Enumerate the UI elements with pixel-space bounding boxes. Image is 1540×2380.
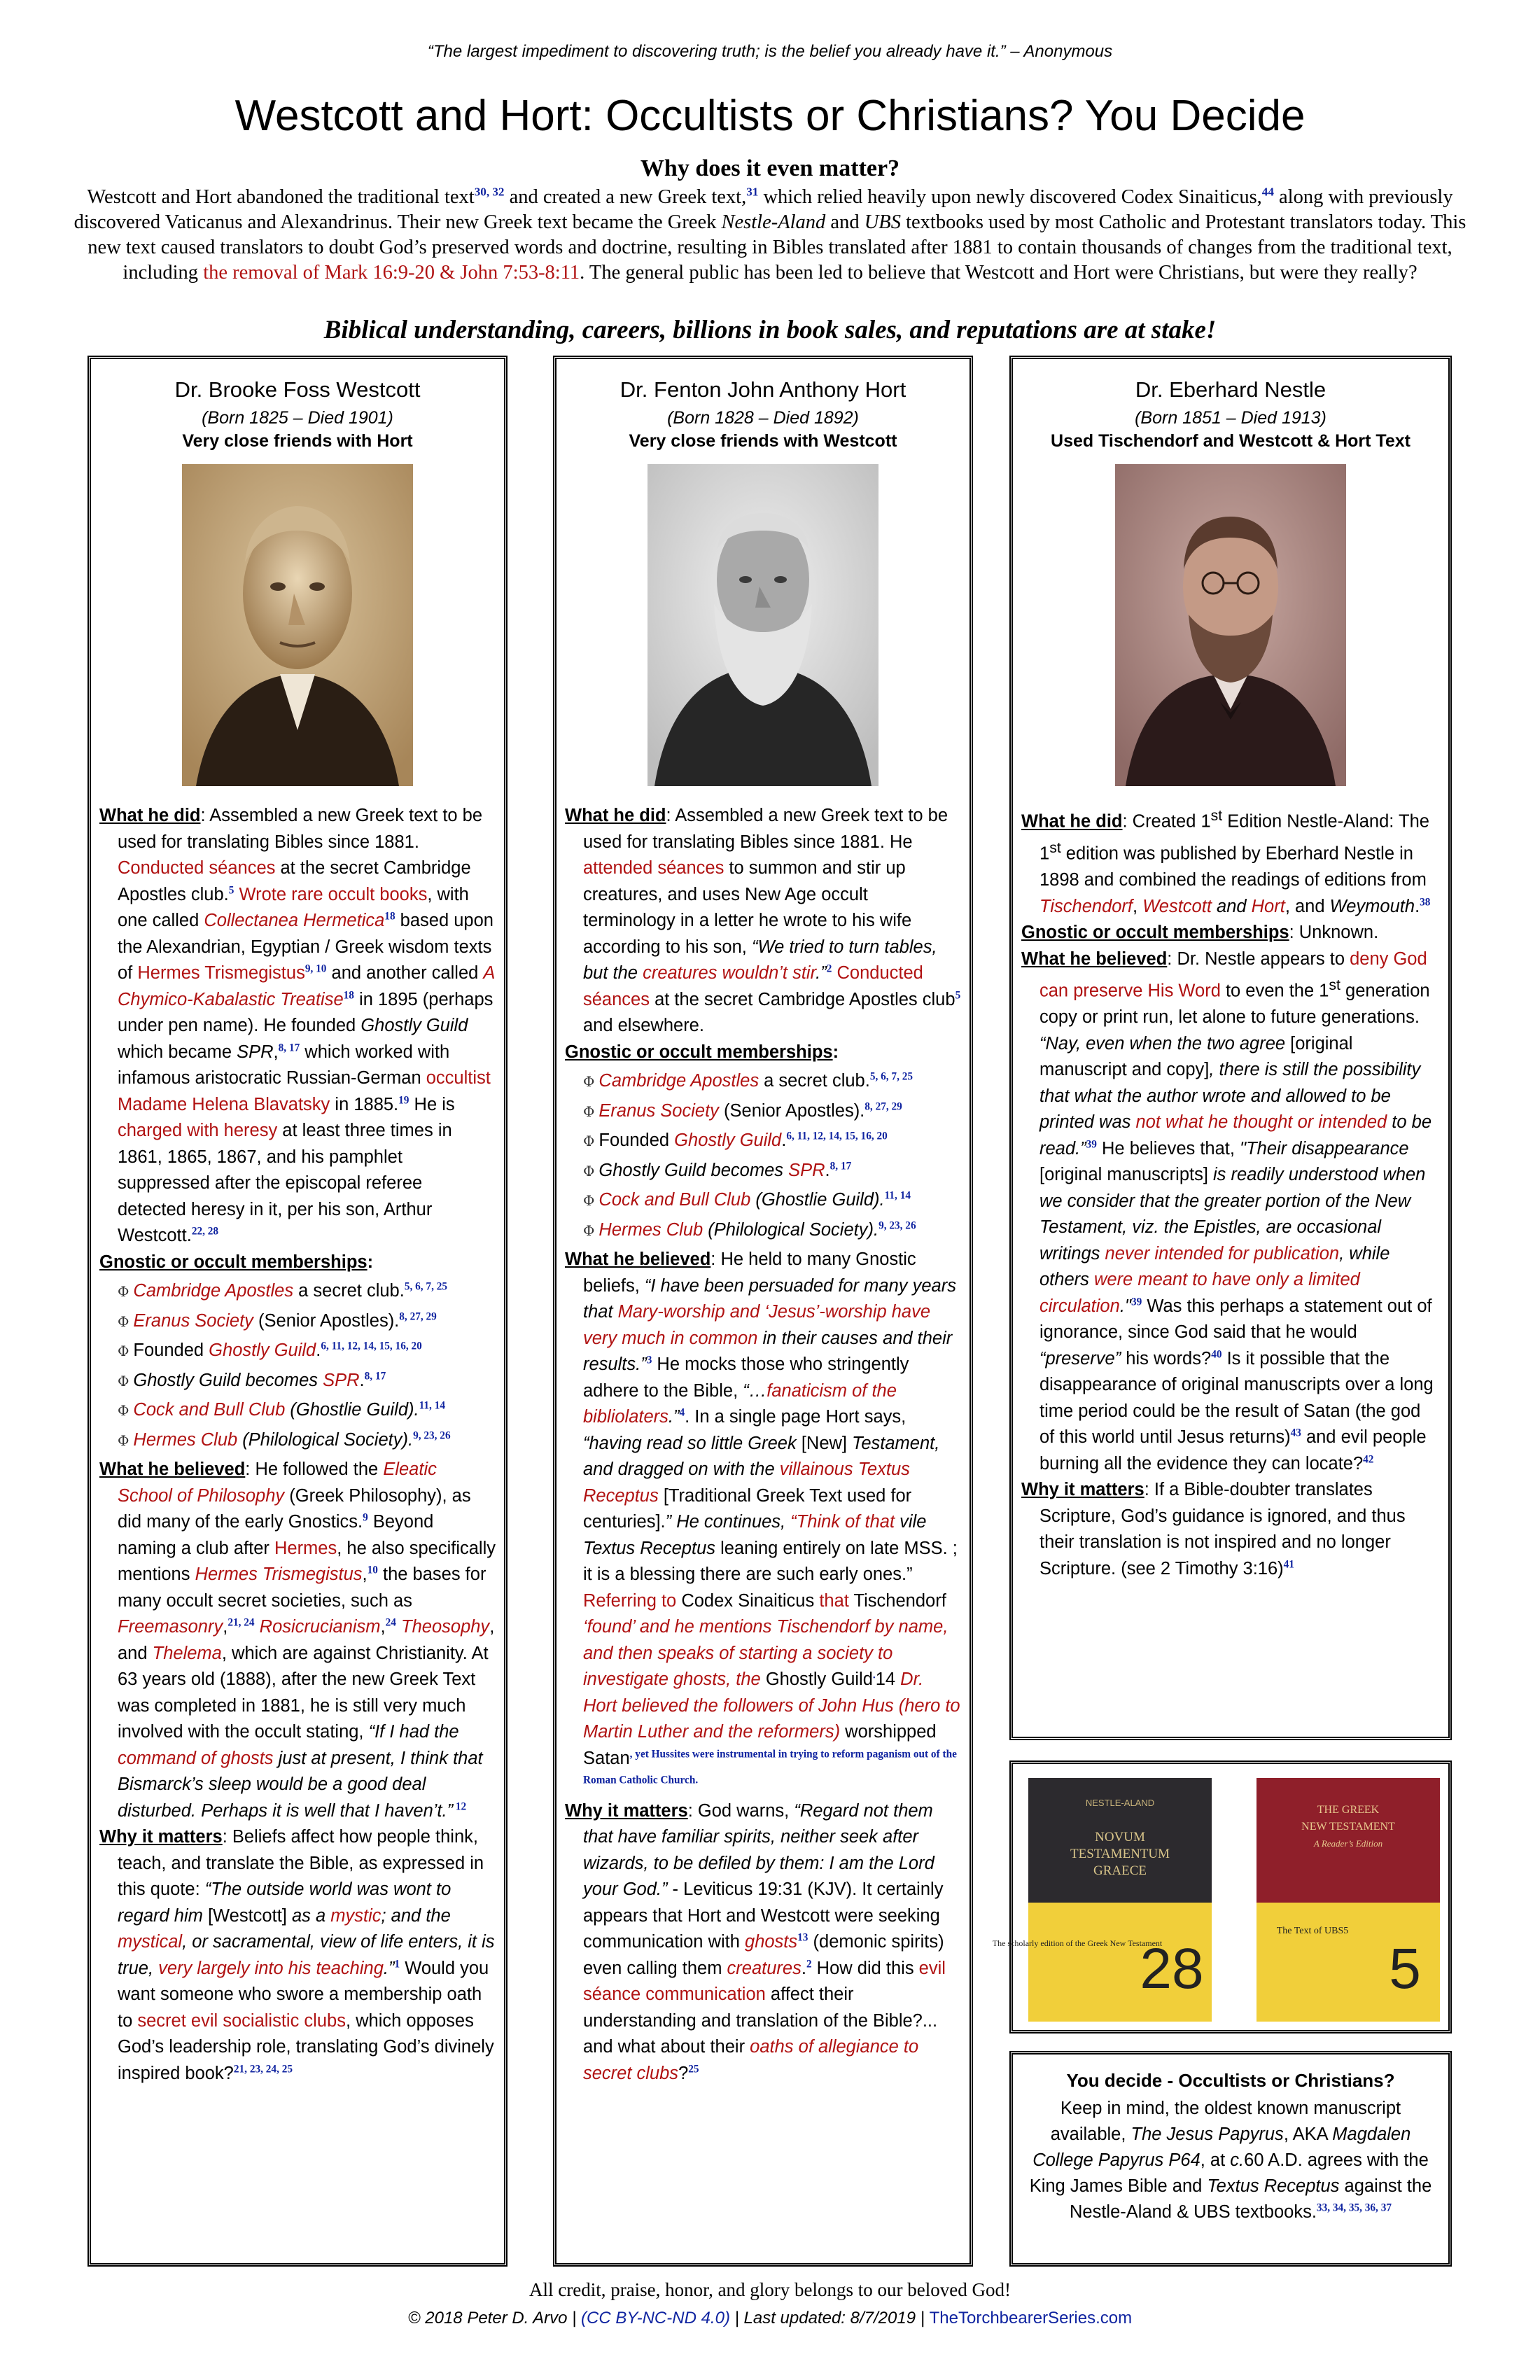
phi-icon: Φ xyxy=(583,1162,595,1180)
membership-item: Φ Founded Ghostly Guild.$^{6, 11, 12, 14, 15, 16, 20}$ xyxy=(118,1340,422,1360)
book-title-line: A Reader’s Edition xyxy=(1313,1838,1383,1849)
phi-icon: Φ xyxy=(583,1222,595,1239)
ubs-cover xyxy=(1256,1778,1440,2022)
membership-item: Φ Hermes Club (Philological Society).$^{9, 23, 26}$ xyxy=(583,1219,916,1240)
book-top-label: THE GREEK xyxy=(1317,1804,1380,1816)
membership-item: Φ Cambridge Apostles a secret club.$^{5, 6, 7, 25}$ xyxy=(118,1280,448,1301)
person-note: Used Tischendorf and Westcott & Hort Text xyxy=(1051,431,1410,451)
what-he-did: What he did: Assembled a new Greek text to be used for translating Bibles since 1881. Conducted séances at the secret Cambridge Apostles club.$^5$ Wrote rare occult books, with one called Collectanea Hermetica$^{18}$ based upon the Alexandrian, Egyptian / Greek wisdom texts of Hermes Trismegistus$^{9, 10}$ and another called A Chymico-Kabalastic Treatise$^{18}$ in 1895 (perhaps under pen name). He founded Ghostly Guild which became SPR,$^{8, 17}$ which worked with infamous aristocratic Russian-German occultist Madame Helena Blavatsky in 1885.19 He is charged with heresy at least three times in 1861, 1865, 1867, and his pamphlet suppressed after the episcopal referee detected heresy in it, per his son, Arthur Westcott.$^{22, 28}$ xyxy=(99,806,495,1245)
website-link[interactable]: TheTorchbearerSeries.com xyxy=(929,2309,1133,2328)
memberships-heading: Gnostic or occult memberships: xyxy=(565,1042,839,1062)
what-he-believed: What he believed: Dr. Nestle appears to deny God can preserve His Word to even the 1st generation copy or print run, let alone to future generations. “Nay, even when the two agree [original manuscript and copy], there is still the possibility that what the author wrote and allowed to be printed was not what he thought or intended to be read.”$^{39}$ He believes that, "Their disappearance [original manuscripts] is readily understood when we consider that the greater portion of the New Testament, viz. the Epistles, are occasional writings never intended for publication, while others were meant to have only a limited circulation."$^{39}$ Was this perhaps a statement out of ignorance, since God said that he would “preserve” his words?$^{40}$ Is it possible that the disappearance of original manuscripts over a long time period could be the result of Satan (the god of this world until Jesus returns)$^{43}$ and evil people burning all the evidence they can locate?$^{42}$ xyxy=(1021,948,1434,1474)
page-subtitle: Why does it even matter? xyxy=(640,155,900,181)
membership-item: Φ Cock and Bull Club (Ghostlie Guild).$^{11, 14}$ xyxy=(583,1189,911,1210)
person-dates: (Born 1825 – Died 1901) xyxy=(202,408,393,428)
why-it-matters: Why it matters: God warns, “Regard not them that have familiar spirits, neither seek after wizards, to be defiled by them: I am the Lord your God.” - Leviticus 19:31 (KJV). It certainly appears that Hort and Westcott were seeking communication with ghosts$^{13}$ (demonic spirits) even calling them creatures.$^2$ How did this evil séance communication affect their understanding and translation of the Bible?... and what about their oaths of allegiance to secret clubs?$^{25}$ xyxy=(565,1800,946,2083)
membership-item: Φ Cambridge Apostles a secret club.$^{5, 6, 7, 25}$ xyxy=(583,1070,913,1091)
person-note: Very close friends with Westcott xyxy=(629,431,897,451)
phi-icon: Φ xyxy=(118,1343,130,1359)
membership-item: Φ Ghostly Guild becomes SPR.$^{8, 17}$ xyxy=(583,1160,852,1180)
book-title-line: NEW TESTAMENT xyxy=(1301,1821,1395,1833)
membership-item: Φ Eranus Society (Senior Apostles).$^{8, 27, 29}$ xyxy=(583,1100,902,1121)
nestle-aland-cover xyxy=(992,1778,1212,2022)
nestle-body xyxy=(1021,803,1440,1582)
membership-item: Φ Hermes Club (Philological Society).$^{9, 23, 26}$ xyxy=(118,1429,451,1450)
book-edition-number: 5 xyxy=(1389,1937,1421,2001)
westcott-body xyxy=(99,803,496,2087)
credit-line: All credit, praise, honor, and glory belongs to our beloved God! xyxy=(528,2279,1011,2300)
book-title-line: NOVUM xyxy=(1095,1830,1145,1844)
hort-body xyxy=(565,803,961,2087)
footer: © 2018 Peter D. Arvo | (CC BY-NC-ND 4.0) | Last updated: 8/7/2019 | TheTorchbearerSeries.com xyxy=(407,2309,1133,2328)
phi-icon: Φ xyxy=(118,1372,130,1390)
header-quote: “The largest impediment to discovering truth; is the belief you already have it.” – Anonymous xyxy=(427,42,1113,61)
hort-portrait xyxy=(648,464,878,786)
book-top-label: NESTLE-ALAND xyxy=(1085,1798,1155,1808)
book-description: The scholarly edition of the Greek New Testament xyxy=(992,1938,1163,1948)
book-title-line: TESTAMENTUM xyxy=(1070,1847,1170,1861)
nestle-panel xyxy=(1009,356,1452,1740)
what-he-believed: What he believed: He held to many Gnostic beliefs, “I have been persuaded for many years that Mary-worship and ‘Jesus’-worship have very much in common in their causes and their results.”$^3$ He mocks those who stringently adhere to the Bible, “…fanaticism of the bibliolaters.”$^4$. In a single page Hort says, “having read so little Greek [New] Testament, and dragged on with the villainous Textus Receptus [Traditional Greek Text used for centuries].” He continues, “Think of that vile Textus Receptus leaning entirely on late MSS. ; it is a blessing there are such early ones.” Referring to Codex Sinaiticus that Tischendorf ‘found’ and he mentions Tischendorf by name, and then speaks of starting a society to investigate ghosts, the Ghostly Guild.14 Dr. Hort believed the followers of John Hus (hero to Martin Luther and the reformers) worshipped Satan$^{, yet Hussites were instrumental in trying to reform paganism out of the Roman Catholic Church.}$ xyxy=(565,1250,960,1786)
westcott-panel xyxy=(88,356,507,2267)
why-it-matters: Why it matters: Beliefs affect how people think, teach, and translate the Bible, as expressed in this quote: “The outside world was wont to regard him [Westcott] as a mystic; and the mystical, or sacramental, view of life enters, it is true, very largely into his teaching.”$^1$ Would you want someone who swore a membership oath to secret evil socialistic clubs, which opposes God’s leadership role, translating God’s divinely inspired book?$^{21, 23, 24, 25}$ xyxy=(99,1827,495,2083)
westcott-portrait xyxy=(182,464,413,786)
phi-icon: Φ xyxy=(583,1102,595,1120)
phi-icon: Φ xyxy=(118,1312,130,1330)
person-name: Dr. Brooke Foss Westcott xyxy=(174,377,421,402)
nestle-portrait xyxy=(1115,464,1346,786)
page-title: Westcott and Hort: Occultists or Christians? You Decide xyxy=(234,92,1306,140)
person-name: Dr. Fenton John Anthony Hort xyxy=(620,377,906,402)
hort-panel xyxy=(553,356,973,2267)
book-description: The Text of UBS5 xyxy=(1276,1926,1349,1936)
textbook-covers xyxy=(992,1760,1452,2033)
membership-item: Φ Eranus Society (Senior Apostles).$^{8, 27, 29}$ xyxy=(118,1310,437,1331)
book-title-line: GRAECE xyxy=(1093,1863,1147,1878)
stakes-statement: Biblical understanding, careers, billions in book sales, and reputations are at stake! xyxy=(323,316,1217,344)
what-he-did: What he did: Assembled a new Greek text to be used for translating Bibles since 1881. He attended séances to summon and stir up creatures, and uses New Age occult terminology in a letter he wrote to his wife according to his son, “We tried to turn tables, but the creatures wouldn’t stir.”$^2$ Conducted séances at the secret Cambridge Apostles club$^5$ and elsewhere. xyxy=(565,806,961,1035)
membership-item: Φ Cock and Bull Club (Ghostlie Guild).$^{11, 14}$ xyxy=(118,1399,445,1420)
phi-icon: Φ xyxy=(583,1133,595,1149)
person-name: Dr. Eberhard Nestle xyxy=(1135,377,1326,402)
license-link[interactable]: (CC BY-NC-ND 4.0) xyxy=(581,2309,730,2328)
phi-icon: Φ xyxy=(118,1432,130,1449)
why-it-matters: Why it matters: If a Bible-doubter translates Scripture, God’s guidance is ignored, and thus their translation is not inspired and no longer Scripture. (see 2 Timothy 3:16)$^{41}$ xyxy=(1021,1480,1406,1578)
what-he-did: What he did: Created 1st Edition Nestle-Aland: The 1st edition was published by Eberhard Nestle in 1898 and combined the readings of editions from Tischendorf, Westcott and Hort, and Weymouth.$^{38}$ xyxy=(1021,807,1431,916)
membership-item: Φ Founded Ghostly Guild.$^{6, 11, 12, 14, 15, 16, 20}$ xyxy=(583,1130,888,1150)
person-dates: (Born 1828 – Died 1892) xyxy=(667,408,859,428)
book-edition-number: 28 xyxy=(1140,1937,1204,2001)
you-decide-title: You decide - Occultists or Christians? xyxy=(1066,2070,1395,2091)
person-dates: (Born 1851 – Died 1913) xyxy=(1135,408,1326,428)
memberships-heading: Gnostic or occult memberships: Unknown. xyxy=(1021,923,1379,942)
phi-icon: Φ xyxy=(118,1283,130,1300)
person-note: Very close friends with Hort xyxy=(182,431,413,451)
membership-item: Φ Ghostly Guild becomes SPR.$^{8, 17}$ xyxy=(118,1370,386,1390)
phi-icon: Φ xyxy=(583,1073,595,1090)
memberships-heading: Gnostic or occult memberships: xyxy=(99,1252,374,1272)
you-decide-text: Keep in mind, the oldest known manuscript available, The Jesus Papyrus, AKA Magdalen College Papyrus P64, at c.60 A.D. agrees with the King James Bible and Textus Receptus against the Nestle-Aland & UBS textbooks.$^{33, 34, 35, 36, 37}$ xyxy=(1029,2099,1432,2222)
phi-icon: Φ xyxy=(583,1192,595,1209)
you-decide-panel xyxy=(1009,2051,1452,2267)
phi-icon: Φ xyxy=(118,1402,130,1419)
what-he-believed: What he believed: He followed the Eleatic School of Philosophy (Greek Philosophy), as did many of the early Gnostics.$^9$ Beyond naming a club after Hermes, he also specifically mentions Hermes Trismegistus,$^{10}$ the bases for many occult secret societies, such as Freemasonry,$^{21, 24}$ Rosicrucianism,$^{24}$ Theosophy, and Thelema, which are against Christianity. At 63 years old (1888), after the new Greek Text was completed in 1881, he is still very much involved with the occult stating, “If I had the command of ghosts just at present, I think that Bismarck’s sleep would be a good deal disturbed. Perhaps it is well that I haven’t.” $^{12}$ xyxy=(99,1460,496,1821)
intro-paragraph: Westcott and Hort abandoned the traditional text$^{30, 32}$ and created a new Greek text,$^{31}$ which relied heavily upon newly discovered Codex Sinaiticus,$^{44}$ along with previously discovered Vaticanus and Alexandrinus. Their new Greek text became the Greek Nestle-Aland and UBS textbooks used by most Catholic and Protestant translators today. This new text caused translators to doubt God’s preserved words and doctrine, resulting in Bibles translated after 1881 to contain thousands of changes from the traditional text, including the removal of Mark 16:9-20 & John 7:53-8:11. The general public has been led to believe that Westcott and Hort were Christians, but were they really? xyxy=(74,185,1466,284)
